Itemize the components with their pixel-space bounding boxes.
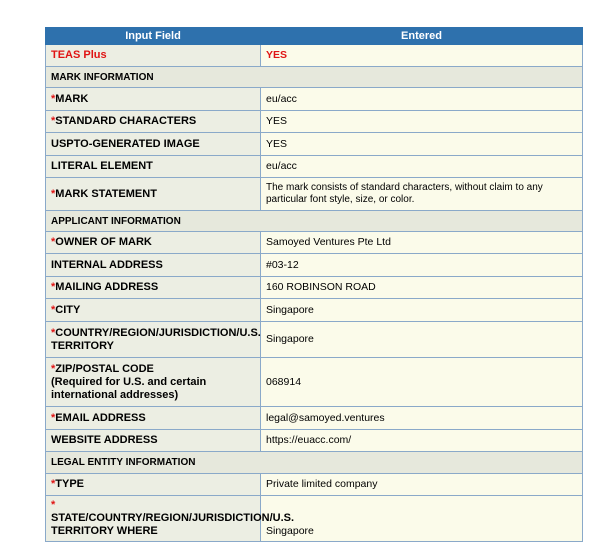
required-marker: * (51, 326, 56, 339)
section-row (46, 211, 583, 232)
table-row (46, 358, 583, 407)
table-row (46, 88, 583, 111)
table-row (46, 322, 583, 358)
type-value: Private limited company (261, 474, 583, 496)
owner-value: Samoyed Ventures Pte Ltd (261, 232, 583, 254)
header-input-field: Input Field (46, 28, 261, 45)
standard-characters-label: STANDARD CHARACTERS (55, 115, 197, 127)
field-label (46, 474, 261, 496)
country-value: Singapore (261, 322, 583, 358)
section-applicant-information: APPLICANT INFORMATION (46, 211, 583, 232)
header-entered: Entered (261, 28, 583, 45)
mark-label: MARK (55, 92, 89, 105)
required-marker: * (51, 303, 56, 316)
table-row (46, 254, 583, 277)
city-label: CITY (55, 303, 81, 316)
required-marker: * (51, 92, 56, 105)
internal-address-label: INTERNAL ADDRESS (46, 254, 261, 277)
mark-statement-label: MARK STATEMENT (55, 187, 157, 200)
required-marker: * (51, 281, 56, 293)
field-label (46, 322, 261, 358)
mailing-address-label: MAILING ADDRESS (55, 281, 159, 293)
literal-element-label: LITERAL ELEMENT (46, 156, 261, 178)
teas-plus-value: YES (261, 45, 583, 67)
standard-characters-value: YES (261, 111, 583, 133)
literal-element-value: eu/acc (261, 156, 583, 178)
trademark-data-table (45, 27, 583, 542)
section-legal-entity-information: LEGAL ENTITY INFORMATION (46, 452, 583, 474)
table-header (46, 28, 583, 45)
mark-value: eu/acc (261, 88, 583, 111)
table-row (46, 45, 583, 67)
table-row (46, 474, 583, 496)
mailing-address-value: 160 ROBINSON ROAD (261, 277, 583, 299)
required-marker: * (51, 115, 56, 127)
section-mark-information: MARK INFORMATION (46, 67, 583, 88)
field-label (46, 178, 261, 211)
required-marker: * (51, 236, 56, 248)
required-marker: * (51, 478, 56, 490)
field-label (46, 88, 261, 111)
uspto-image-label: USPTO-GENERATED IMAGE (46, 133, 261, 156)
email-value: legal@samoyed.ventures (261, 407, 583, 430)
zip-label: ZIP/POSTAL CODE (Required for U.S. and certain international addresses) (51, 362, 207, 401)
field-label (46, 277, 261, 299)
field-label (46, 358, 261, 407)
table-row (46, 277, 583, 299)
table-row (46, 299, 583, 322)
uspto-image-value: YES (261, 133, 583, 156)
city-value: Singapore (261, 299, 583, 322)
table-row (46, 430, 583, 452)
field-label (46, 111, 261, 133)
section-row (46, 67, 583, 88)
field-label (46, 299, 261, 322)
owner-label: OWNER OF MARK (55, 236, 152, 248)
required-marker: * (51, 411, 56, 424)
section-row (46, 452, 583, 474)
website-label: WEBSITE ADDRESS (46, 430, 261, 452)
state-org-label: STATE/COUNTRY/REGION/JURISDICTION/U.S. TERRITORY WHERE (51, 512, 295, 537)
table-row (46, 156, 583, 178)
field-label (46, 232, 261, 254)
table-row (46, 111, 583, 133)
website-value: https://euacc.com/ (261, 430, 583, 452)
table-row (46, 407, 583, 430)
state-org-value: Singapore (261, 496, 583, 542)
country-label: COUNTRY/REGION/JURISDICTION/U.S. TERRITORY (51, 326, 261, 352)
required-marker: * (51, 362, 56, 375)
mark-statement-value: The mark consists of standard characters, without claim to any particular font style, size, or color. (261, 178, 583, 211)
table-row (46, 133, 583, 156)
table-row (46, 178, 583, 211)
email-label: EMAIL ADDRESS (55, 411, 146, 424)
zip-value: 068914 (261, 358, 583, 407)
internal-address-value: #03-12 (261, 254, 583, 277)
table-row (46, 496, 583, 542)
type-label: TYPE (55, 478, 85, 490)
teas-plus-label: TEAS Plus (46, 45, 261, 67)
required-marker: * (51, 187, 56, 200)
table-row (46, 232, 583, 254)
field-label (46, 407, 261, 430)
required-marker: * (51, 499, 56, 511)
